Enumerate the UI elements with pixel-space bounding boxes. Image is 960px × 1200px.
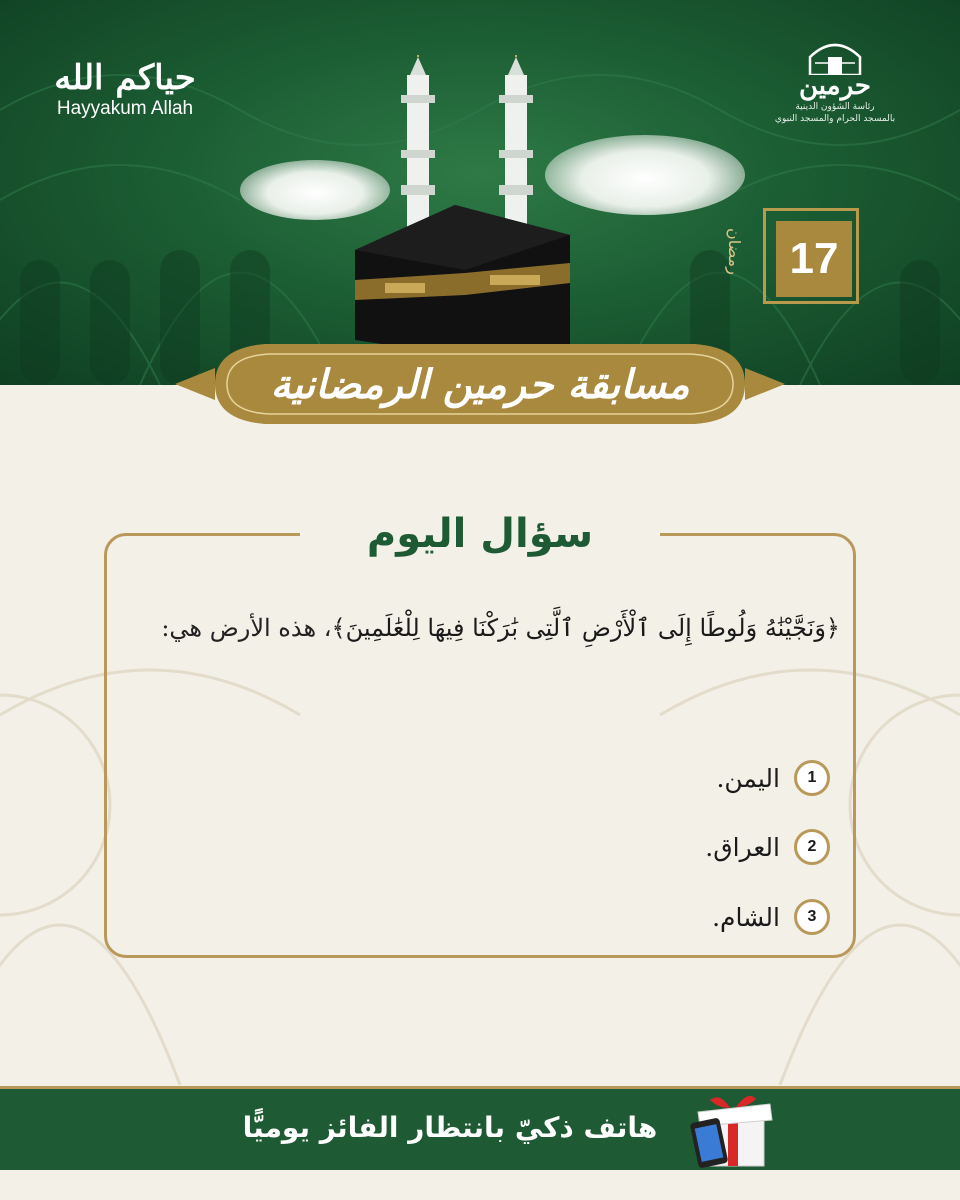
option-2-number: 2: [794, 829, 830, 865]
option-3[interactable]: [712, 899, 830, 935]
prize-text: هاتف ذكيّ بانتظار الفائز يوميًّا: [242, 1111, 658, 1144]
logo-right-subtitle-2: بالمسجد الحرام والمسجد النبوي: [774, 114, 896, 124]
day-counter: [725, 208, 859, 304]
mosque-icon: [800, 35, 870, 75]
option-1[interactable]: [716, 760, 830, 796]
option-3-label: الشام.: [712, 902, 780, 932]
day-number: 17: [776, 221, 852, 297]
minaret-left: [401, 55, 435, 235]
quran-verse: ﴿وَنَجَّيْنَٰهُ وَلُوطًا إِلَى ٱلْأَرْضِ ٱلَّتِى بَٰرَكْنَا فِيهَا لِلْعَٰلَمِينَ﴾: [331, 614, 840, 642]
hayyakum-logo: [40, 58, 210, 120]
question-prompt: ، هذه الأرض هي:: [161, 614, 332, 642]
option-1-number: 1: [794, 760, 830, 796]
gift-phone-icon: [690, 1090, 780, 1170]
banner-title: مسابقة حرمين الرمضانية: [270, 361, 690, 408]
logo-left-arabic: حياكم الله: [54, 58, 196, 98]
header: [0, 0, 960, 385]
haramain-logo: [755, 35, 915, 125]
logo-right-name: حرمين: [799, 71, 871, 101]
option-2[interactable]: [705, 829, 830, 865]
kaaba-illustration: [355, 55, 605, 355]
option-2-label: العراق.: [705, 832, 780, 862]
question-heading: سؤال اليوم: [300, 506, 660, 562]
option-1-label: اليمن.: [716, 763, 780, 793]
logo-left-english: Hayyakum Allah: [56, 98, 194, 119]
minaret-right: [499, 55, 533, 235]
day-month: رمضان: [725, 228, 744, 275]
logo-right-subtitle-1: رئاسة الشؤون الدينية: [795, 102, 875, 112]
question-text: [125, 596, 840, 660]
option-3-number: 3: [794, 899, 830, 935]
